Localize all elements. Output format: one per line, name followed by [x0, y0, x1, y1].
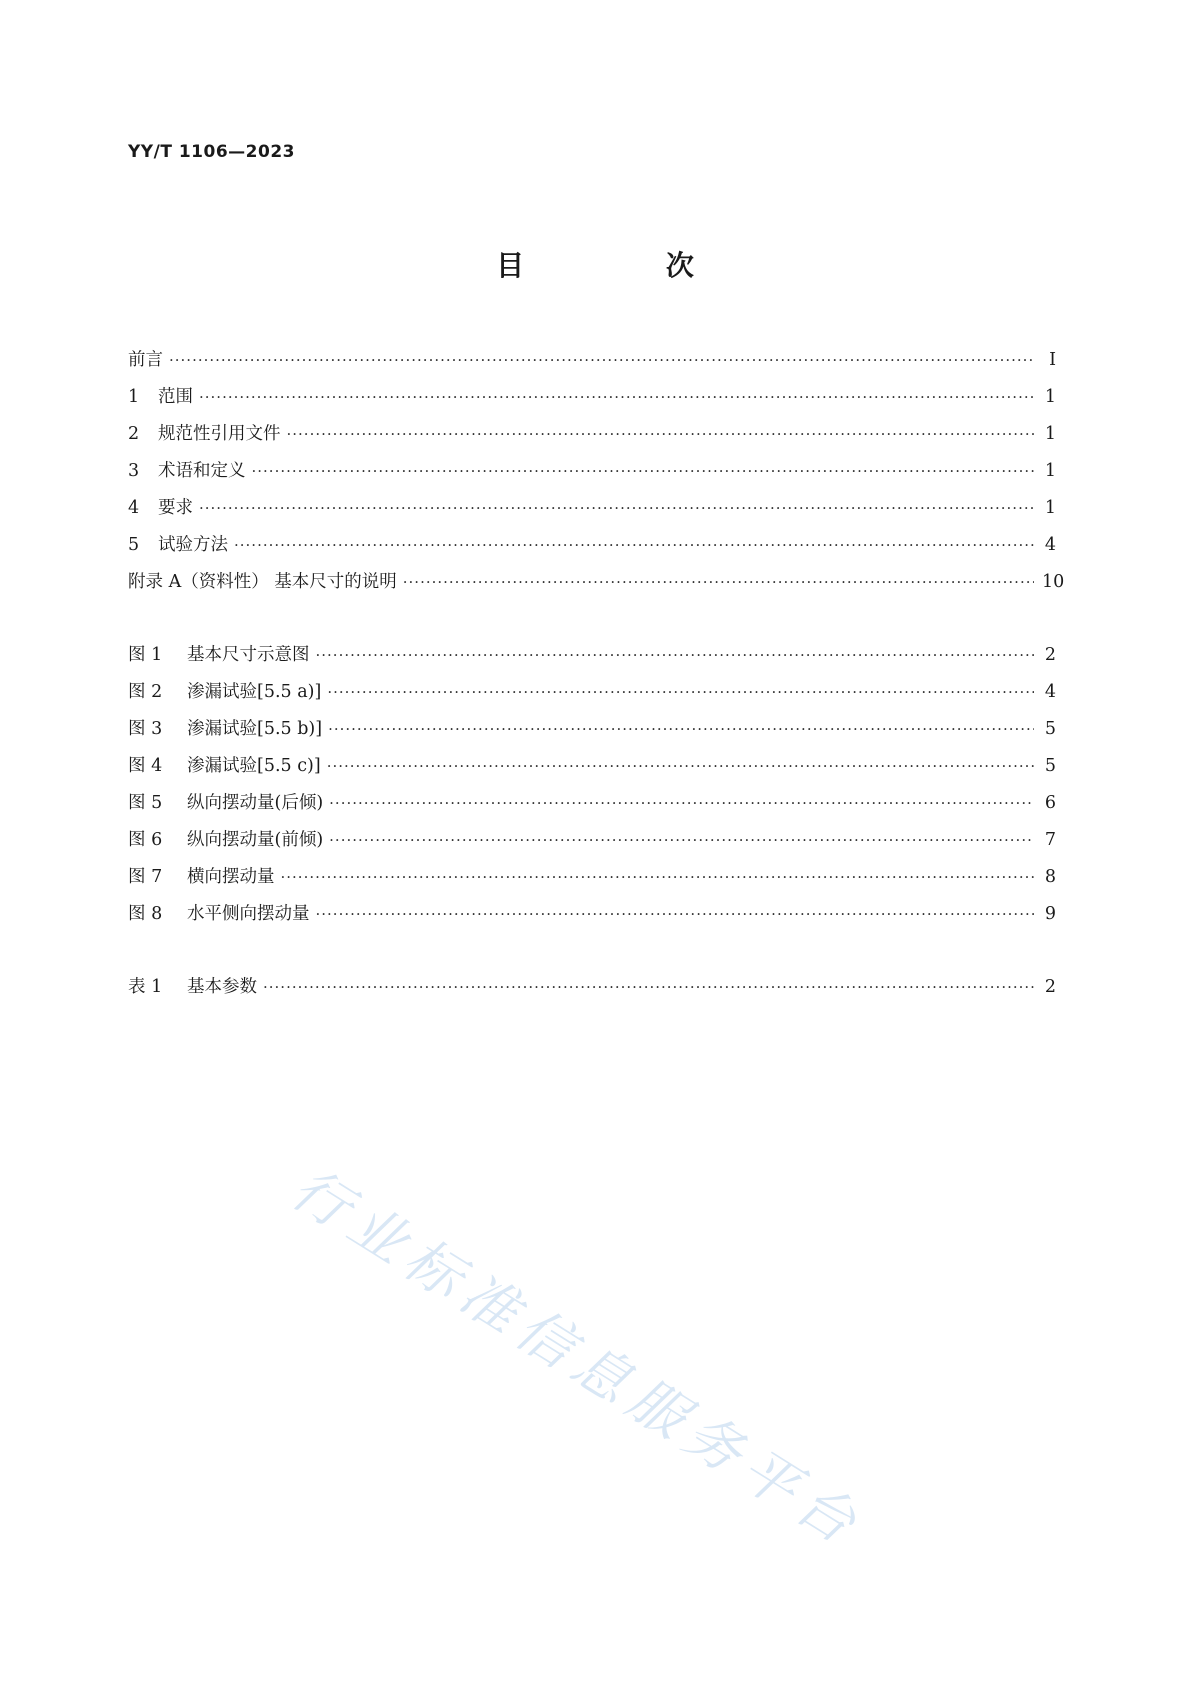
toc-entry-figure-2[interactable] [128, 678, 1056, 715]
toc-entry-label: 渗漏试验[5.5 c)] [187, 756, 321, 776]
toc-leader-dots [316, 646, 1035, 664]
toc-leader-dots [263, 978, 1034, 996]
toc-entry-label: 基本参数 [187, 977, 257, 997]
toc-entry-foreword[interactable] [128, 346, 1056, 383]
toc-entry-label: 基本尺寸示意图 [187, 645, 310, 665]
toc-leader-dots [327, 683, 1034, 701]
toc-entry-label: 要求 [158, 498, 193, 518]
toc-entry-figure-5[interactable] [128, 789, 1056, 826]
standard-code: YY/T 1106—2023 [128, 142, 295, 162]
toc-entry-page: 5 [1044, 756, 1056, 776]
toc-entry-number: 图 1 [128, 645, 163, 665]
toc-leader-dots [169, 351, 1034, 369]
toc-entry-number: 5 [128, 535, 140, 555]
toc-entry-label: 规范性引用文件 [158, 424, 281, 444]
page-title: 目 次 [496, 249, 760, 282]
toc-entry-label: 纵向摆动量(前倾) [187, 830, 324, 850]
toc-leader-dots [327, 757, 1034, 775]
toc-leader-dots [234, 536, 1034, 554]
toc-entry-number: 图 8 [128, 904, 163, 924]
toc-leader-dots [329, 794, 1034, 812]
toc-leader-dots [287, 425, 1035, 443]
toc-entry-number: 2 [128, 424, 140, 444]
toc-entry-label: 前言 [128, 350, 163, 370]
toc-sections [128, 346, 1065, 605]
toc-entry-page: Ⅰ [1049, 350, 1056, 370]
toc-entry-number: 图 2 [128, 682, 163, 702]
toc-entry-number: 图 6 [128, 830, 163, 850]
toc-entry-table-1[interactable] [128, 973, 1056, 1010]
toc-entry-page: 6 [1044, 793, 1056, 813]
toc-leader-dots [281, 868, 1035, 886]
toc-leader-dots [403, 573, 1034, 591]
toc-entry-label: 渗漏试验[5.5 a)] [187, 682, 322, 702]
toc-entry-label: 渗漏试验[5.5 b)] [187, 719, 323, 739]
toc-entry-page: 1 [1044, 461, 1056, 481]
toc-entry-label: 范围 [158, 387, 193, 407]
toc-entry-number: 图 3 [128, 719, 163, 739]
toc-entry-figure-3[interactable] [128, 715, 1056, 752]
toc-entry-number: 表 1 [128, 977, 163, 997]
toc-entry-section-3[interactable] [128, 457, 1056, 494]
toc-entry-label: 附录 A（资料性） 基本尺寸的说明 [128, 572, 397, 592]
toc-entry-page: 9 [1044, 904, 1056, 924]
toc-entry-number: 图 7 [128, 867, 163, 887]
toc-entry-page: 5 [1044, 719, 1056, 739]
toc-entry-page: 2 [1044, 645, 1056, 665]
toc-entry-page: 8 [1044, 867, 1056, 887]
toc-entry-number: 图 5 [128, 793, 163, 813]
toc-entry-number: 3 [128, 461, 140, 481]
toc-entry-page: 7 [1044, 830, 1056, 850]
toc-entry-label: 横向摆动量 [187, 867, 275, 887]
toc-entry-page: 1 [1044, 424, 1056, 444]
toc-leader-dots [199, 388, 1034, 406]
toc-entry-label: 水平侧向摆动量 [187, 904, 310, 924]
toc-leader-dots [328, 720, 1034, 738]
toc-entry-page: 4 [1044, 682, 1056, 702]
toc-leader-dots [199, 499, 1034, 517]
toc-entry-label: 纵向摆动量(后倾) [187, 793, 324, 813]
toc-entry-section-2[interactable] [128, 420, 1056, 457]
toc-entry-figure-7[interactable] [128, 863, 1056, 900]
toc-entry-figure-6[interactable] [128, 826, 1056, 863]
toc-entry-page: 10 [1042, 572, 1065, 592]
toc-entry-page: 2 [1044, 977, 1056, 997]
toc-entry-label: 试验方法 [158, 535, 228, 555]
toc-entry-number: 4 [128, 498, 140, 518]
toc-tables [128, 973, 1056, 1010]
toc-entry-section-4[interactable] [128, 494, 1056, 531]
toc-entry-section-1[interactable] [128, 383, 1056, 420]
toc-entry-page: 1 [1044, 387, 1056, 407]
toc-entry-page: 1 [1044, 498, 1056, 518]
toc-figures [128, 641, 1056, 937]
toc-leader-dots [252, 462, 1035, 480]
toc-entry-number: 1 [128, 387, 140, 407]
toc-entry-annex-a[interactable] [128, 568, 1065, 605]
toc-entry-figure-4[interactable] [128, 752, 1056, 789]
toc-leader-dots [316, 905, 1035, 923]
toc-leader-dots [329, 831, 1034, 849]
toc-entry-number: 图 4 [128, 756, 163, 776]
toc-entry-page: 4 [1044, 535, 1056, 555]
watermark-text: 行业标准信息服务平台 [280, 1156, 875, 1562]
toc-entry-figure-8[interactable] [128, 900, 1056, 937]
toc-entry-section-5[interactable] [128, 531, 1056, 568]
toc-entry-figure-1[interactable] [128, 641, 1056, 678]
toc-entry-label: 术语和定义 [158, 461, 246, 481]
